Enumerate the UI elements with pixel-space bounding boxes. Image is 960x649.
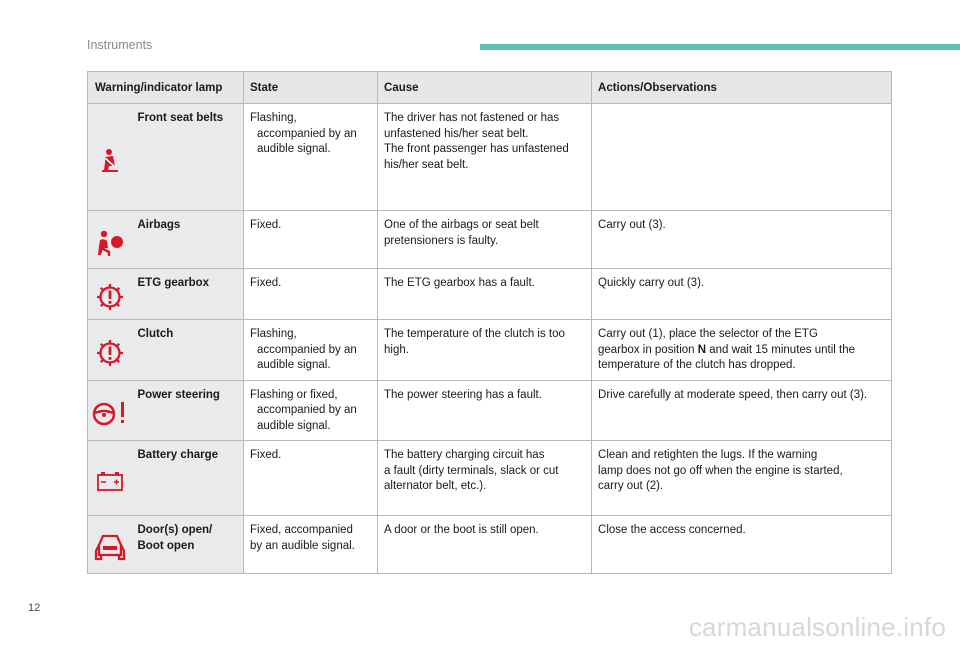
table-row	[88, 380, 892, 441]
action-cell	[592, 211, 892, 269]
state-cell	[244, 320, 378, 381]
action-line: Quickly carry out (3).	[598, 277, 705, 289]
state-cell	[244, 380, 378, 441]
clutch-icon	[95, 338, 125, 368]
state-line: audible signal.	[257, 359, 331, 371]
action-line: lamp does not go off when the engine is started,	[598, 464, 843, 477]
col-header-cause: Cause	[378, 72, 592, 104]
lamp-icon-cell	[88, 211, 132, 269]
lamp-icon-cell	[88, 380, 132, 441]
state-line: Flashing,	[250, 328, 297, 340]
state-line: audible signal.	[257, 419, 331, 432]
cause-cell	[378, 516, 592, 574]
cause-line: The front passenger has unfastened	[384, 143, 569, 155]
cause-line: unfastened his/her seat belt.	[384, 127, 529, 140]
cause-line: pretensioners is faulty.	[384, 234, 499, 247]
battery-icon	[95, 470, 125, 492]
action-cell	[592, 380, 892, 441]
action-line: temperature of the clutch has dropped.	[598, 359, 796, 371]
lamp-name: Airbags	[132, 211, 244, 269]
cause-cell	[378, 269, 592, 320]
action-line: gearbox in position N and wait 15 minutes until the	[598, 343, 856, 356]
etg-gearbox-icon	[95, 282, 125, 312]
page-number: 12	[28, 602, 41, 614]
cause-line: The battery charging circuit has	[384, 449, 545, 461]
header-accent-bar	[480, 44, 960, 50]
cause-line: The temperature of the clutch is too	[384, 328, 565, 340]
cause-cell	[378, 441, 592, 516]
action-cell	[592, 269, 892, 320]
action-cell	[592, 320, 892, 381]
seat-belt-icon	[97, 147, 123, 173]
power-steering-icon	[90, 400, 130, 426]
state-line: audible signal.	[257, 143, 331, 155]
table-row	[88, 211, 892, 269]
state-cell	[244, 441, 378, 516]
state-cell	[244, 104, 378, 211]
cause-line: The driver has not fastened or has	[384, 112, 560, 124]
state-line: Fixed.	[250, 277, 282, 289]
lamp-name: Battery charge	[132, 441, 244, 516]
cause-cell	[378, 104, 592, 211]
cause-line: his/her seat belt.	[384, 158, 469, 171]
lamp-name: ETG gearbox	[132, 269, 244, 320]
cause-line: One of the airbags or seat belt	[384, 219, 539, 231]
warning-lamps-table	[87, 71, 892, 574]
table-row	[88, 441, 892, 516]
col-header-state: State	[244, 72, 378, 104]
action-line: Close the access concerned.	[598, 524, 746, 536]
lamp-name: Door(s) open/ Boot open	[132, 516, 244, 574]
cause-line: The power steering has a fault.	[384, 388, 542, 401]
state-cell	[244, 211, 378, 269]
cause-line: a fault (dirty terminals, slack or cut	[384, 464, 559, 477]
table-row	[88, 269, 892, 320]
state-line: Fixed, accompanied	[250, 524, 353, 536]
state-line: by an audible signal.	[250, 539, 355, 552]
state-line: accompanied by an	[257, 127, 357, 140]
table-row	[88, 104, 892, 211]
lamp-icon-cell	[88, 269, 132, 320]
airbag-icon	[95, 228, 125, 258]
action-line: Carry out (1), place the selector of the ETG	[598, 328, 818, 340]
action-line: Carry out (3).	[598, 219, 666, 231]
cause-line: alternator belt, etc.).	[384, 480, 487, 492]
table-row	[88, 320, 892, 381]
action-cell	[592, 104, 892, 211]
state-line: accompanied by an	[257, 343, 357, 356]
cause-cell	[378, 320, 592, 381]
state-line: Fixed.	[250, 449, 282, 461]
action-cell	[592, 516, 892, 574]
lamp-icon-cell	[88, 320, 132, 381]
action-line: Clean and retighten the lugs. If the warning	[598, 449, 818, 461]
state-line: Flashing,	[250, 112, 297, 124]
action-line: Drive carefully at moderate speed, then carry out (3).	[598, 388, 868, 401]
action-cell	[592, 441, 892, 516]
state-line: Flashing or fixed,	[250, 388, 338, 401]
lamp-icon-cell	[88, 104, 132, 211]
lamp-name: Power steering	[132, 380, 244, 441]
col-header-actions: Actions/Observations	[592, 72, 892, 104]
lamp-name: Clutch	[132, 320, 244, 381]
cause-line: The ETG gearbox has a fault.	[384, 277, 535, 289]
state-line: accompanied by an	[257, 404, 357, 416]
lamp-icon-cell	[88, 441, 132, 516]
watermark: carmanualsonline.info	[688, 612, 946, 642]
lamp-name: Front seat belts	[132, 104, 244, 211]
action-line: carry out (2).	[598, 480, 664, 492]
table-header-row	[88, 72, 892, 104]
door-open-icon	[94, 533, 126, 563]
cause-line: high.	[384, 343, 409, 356]
section-title: Instruments	[87, 38, 153, 52]
table-row	[88, 516, 892, 574]
lamp-icon-cell	[88, 516, 132, 574]
state-cell	[244, 269, 378, 320]
cause-cell	[378, 380, 592, 441]
col-header-lamp: Warning/indicator lamp	[88, 72, 244, 104]
state-cell	[244, 516, 378, 574]
cause-cell	[378, 211, 592, 269]
state-line: Fixed.	[250, 219, 282, 231]
cause-line: A door or the boot is still open.	[384, 524, 539, 536]
